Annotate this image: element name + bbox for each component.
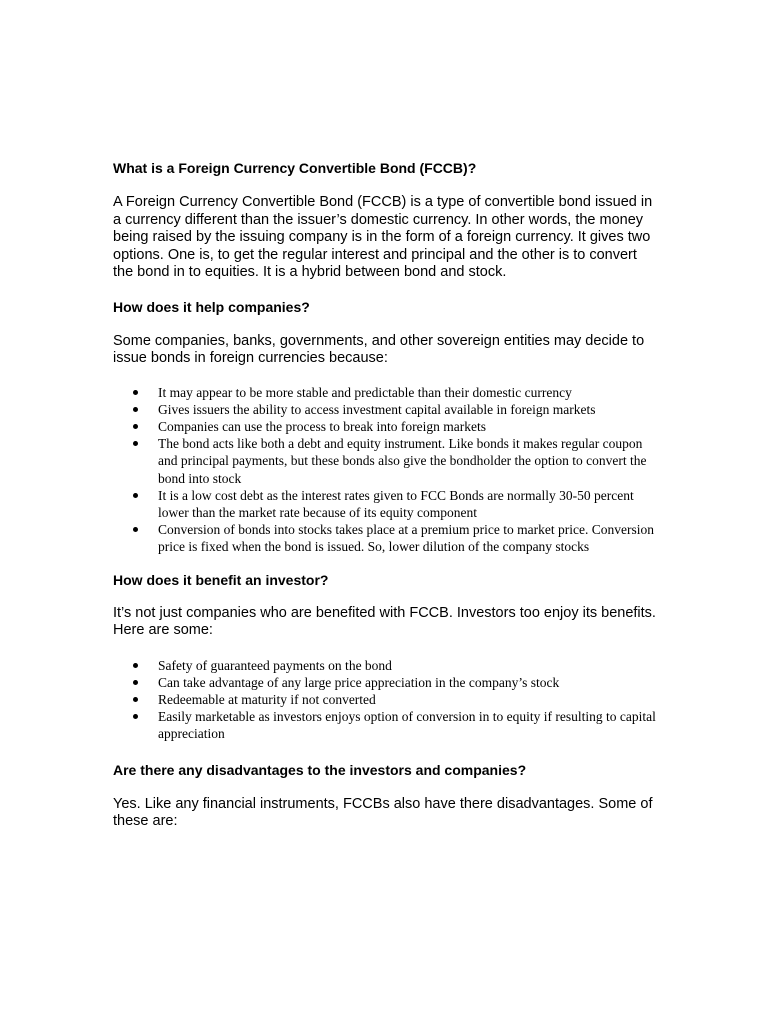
section-heading-what-is-fccb: What is a Foreign Currency Convertible Bond (FCCB)? xyxy=(113,160,477,176)
list-item xyxy=(113,674,658,691)
list-item-text: Can take advantage of any large price appreciation in the company’s stock xyxy=(158,674,560,690)
bullet-icon xyxy=(133,441,138,446)
bullet-icon xyxy=(133,407,138,412)
document-page xyxy=(113,159,658,831)
list-item-text: Companies can use the process to break into foreign markets xyxy=(158,418,487,434)
bullet-icon xyxy=(133,714,138,719)
list-item xyxy=(113,418,658,435)
list-item xyxy=(113,435,658,487)
section-heading-help-companies: How does it help companies? xyxy=(113,298,310,315)
list-item xyxy=(113,691,658,708)
bullet-icon xyxy=(133,680,138,685)
bullet-icon xyxy=(133,697,138,702)
section-paragraph-benefit-investor: It’s not just companies who are benefited with FCCB. Investors too enjoy its benefits. Here are some: xyxy=(113,604,656,639)
list-item-text: Easily marketable as investors enjoys option of conversion in to equity if resulting to capital appreciation xyxy=(158,709,656,742)
section-paragraph-disadvantages: Yes. Like any financial instruments, FCCBs also have there disadvantages. Some of these are: xyxy=(113,795,653,830)
bullet-icon xyxy=(133,390,138,395)
list-item xyxy=(113,708,658,742)
bullet-list-help-companies xyxy=(113,384,658,556)
list-item-text: It is a low cost debt as the interest rates given to FCC Bonds are normally 30-50 percent lower than the market rate because of its equity component xyxy=(158,487,634,520)
list-item-text: It may appear to be more stable and predictable than their domestic currency xyxy=(158,384,572,400)
bullet-icon xyxy=(133,493,138,498)
list-item xyxy=(113,401,658,418)
bullet-icon xyxy=(133,663,138,668)
section-paragraph-help-companies: Some companies, banks, governments, and other sovereign entities may decide to issue bonds in foreign currencies because: xyxy=(113,332,645,366)
section-paragraph-what-is-fccb: A Foreign Currency Convertible Bond (FCCB) is a type of convertible bond issued in a currency different than the issuer’s domestic currency. In other words, the money being raised by the issuing company is in the form of a foreign currency. It gives two options. One is, to get the regular interest and principal and the other is to convert the bond in to equities. It is a hybrid between bond and stock. xyxy=(113,194,653,280)
bullet-icon xyxy=(133,527,138,532)
bullet-list-benefit-investor xyxy=(113,657,658,743)
list-item xyxy=(113,487,658,521)
list-item xyxy=(113,657,658,674)
list-item xyxy=(113,521,658,555)
list-item-text: Conversion of bonds into stocks takes place at a premium price to market price. Conversion price is fixed when the bond is issued. So, lower dilution of the company stocks xyxy=(158,522,654,555)
list-item xyxy=(113,384,658,401)
section-heading-disadvantages: Are there any disadvantages to the investors and companies? xyxy=(113,761,527,778)
list-item-text: Redeemable at maturity if not converted xyxy=(158,691,376,707)
section-heading-benefit-investor: How does it benefit an investor? xyxy=(113,571,329,588)
list-item-text: Safety of guaranteed payments on the bond xyxy=(158,657,392,673)
list-item-text: Gives issuers the ability to access investment capital available in foreign markets xyxy=(158,401,596,417)
bullet-icon xyxy=(133,424,138,429)
list-item-text: The bond acts like both a debt and equity instrument. Like bonds it makes regular coupon and principal payments, but these bonds also give the bondholder the option to convert the bond into stock xyxy=(158,436,647,486)
